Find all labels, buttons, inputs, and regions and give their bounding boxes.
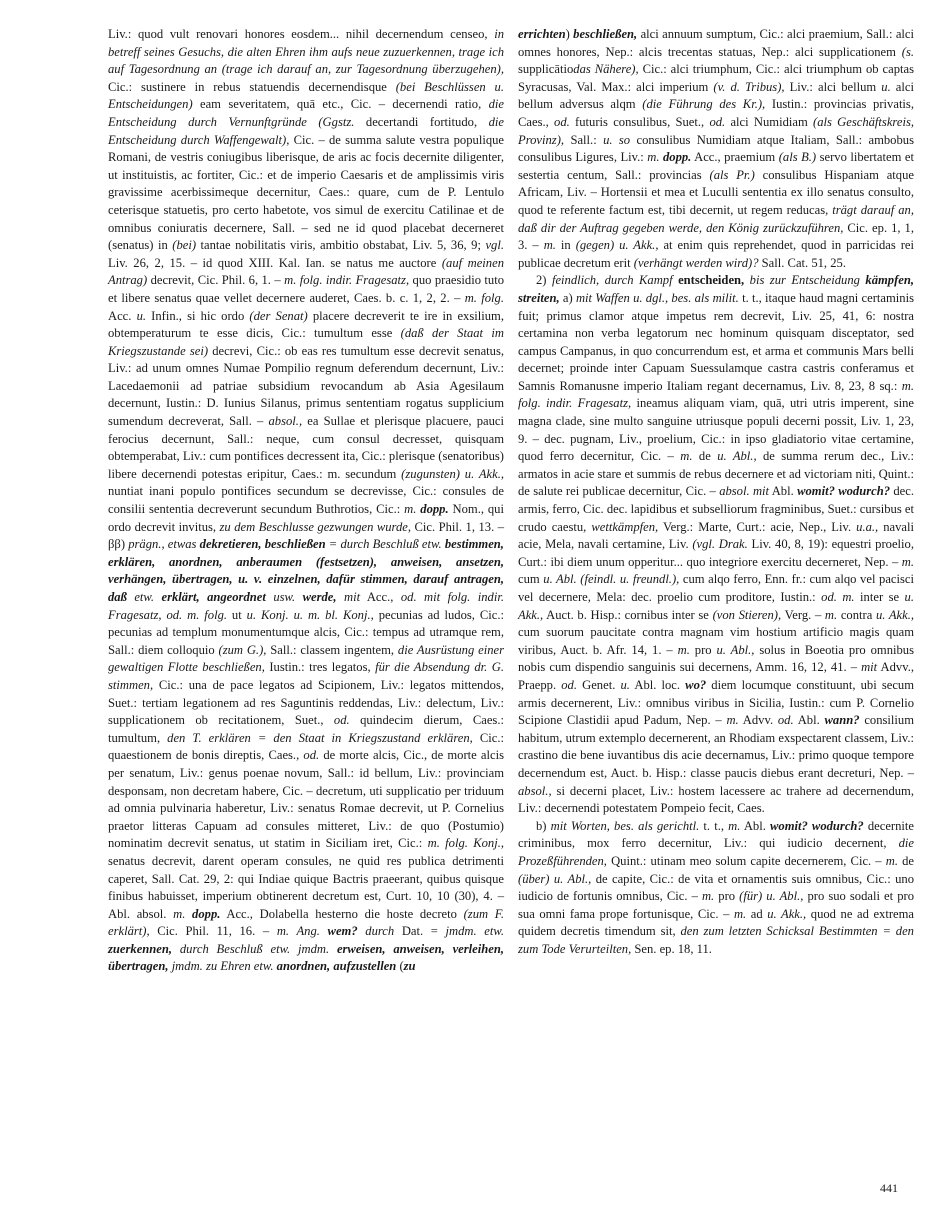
italic-run: u. so [603, 132, 631, 147]
text-run: supplicātio [518, 62, 574, 77]
text-run: Dat. = [394, 924, 446, 939]
text-run: Nom., qui ordo decrevit invitus, [108, 502, 504, 534]
text-run: 2) [536, 273, 552, 288]
text-run: Abl. loc. [629, 677, 686, 692]
italic-run: feindlich, durch Kampf [551, 273, 673, 288]
text-run: Sall. Cat. 51, 25. [758, 255, 846, 270]
text-run: Quint.: utinam meo solum capite decernerem, Cic. – [606, 853, 886, 868]
bold-italic-run: womit? wodurch? [797, 484, 891, 499]
italic-run: (von Stieren), [712, 607, 782, 622]
bold-italic-run: bestimmen, erklären, anordnen, anberaumen (festsetzen), anweisen, ansetzen, verhängen, übertragen, u. v. einzelnen, dafür stimmen, darauf antragen, daß [108, 537, 504, 604]
left-paragraph [108, 26, 504, 976]
text-run: Cic.: quaestionem de bonis direptis, Caes., [108, 730, 504, 763]
bold-run: entscheiden, [678, 273, 745, 288]
text-run: at enim quis reprehendet, quod in parricidas rei publicae decretum erit [518, 238, 915, 270]
bold-italic-run: erklärt, angeordnet [161, 590, 266, 604]
text-run: alci Numidiam [725, 114, 814, 129]
text-run: contra [837, 607, 876, 622]
text-run: quod ne ad extrema quidem decretis timendum sit, [518, 906, 914, 939]
text-run: Cic. Phil. 11, 16. – [149, 924, 277, 939]
bold-italic-run: anordnen, aufzustellen [276, 959, 397, 974]
text-run: Sall.: [564, 132, 604, 147]
text-run: Acc., praemium [691, 150, 779, 165]
text-run: Abl. [740, 818, 770, 833]
text-run: servo libertatem et sestertia centum, Sall.: provincias [518, 150, 914, 182]
bold-italic-run: wo? [685, 677, 707, 692]
italic-run: absol., [268, 414, 303, 429]
text-run: ad [746, 906, 768, 921]
italic-run: u. Abl. (feindl. u. freundl.), [543, 572, 680, 587]
text-run: de [692, 449, 718, 464]
right-paragraph [518, 272, 914, 817]
italic-run: die Entscheidung durch Waffengewalt), [108, 114, 504, 147]
page-number: 441 [880, 1181, 898, 1195]
italic-run: das Nähere), [573, 62, 639, 77]
text-run: Iustin.: tres legatos, [264, 660, 376, 675]
italic-run: (als Pr.) [709, 167, 755, 182]
italic-run: durch Beschluß etw. jmdm. [179, 941, 330, 956]
italic-run: m. Ang. [276, 924, 320, 939]
italic-run: (auf meinen Antrag) [108, 255, 504, 288]
italic-run: od. m. [821, 590, 855, 604]
bold-italic-run: dopp. [420, 502, 449, 517]
text-run: de capite, Cic.: de vita et ornamentis suis omnibus, Cic.: uno iudicio de fortunis omnibus, Cic. – [518, 871, 914, 904]
italic-run: u. Akk., [875, 607, 915, 622]
italic-run: (gegen) u. Akk., [575, 238, 659, 253]
italic-run: (v. d. Tribus), [713, 79, 785, 94]
italic-run: m. [726, 713, 739, 728]
italic-run: in betreff seines Gesuchs, die alten Ehren ihm aufs neue zuzuerkennen, trage ich auf Tagesordnung an (trage ich darauf an, zur Tagesordnung überzugehen), [108, 27, 504, 77]
italic-run: absol., [518, 783, 552, 798]
italic-run: jmdm. etw. [445, 924, 504, 939]
text-run: tantae nobilitatis viris, ambitio obstabat, Liv. 5, 36, 9; [196, 238, 486, 253]
italic-run: m. [543, 238, 556, 253]
italic-run: od. [777, 713, 794, 728]
right-column [518, 26, 914, 958]
bold-italic-run: beschließen, [573, 27, 638, 41]
text-run: Cic. Phil. 1, 13. – ββ) [108, 519, 505, 552]
italic-run: (für) u. Abl., [739, 889, 804, 904]
italic-run: m. [677, 642, 690, 657]
italic-run: m. [901, 554, 914, 569]
italic-run: od. [709, 114, 726, 129]
text-run [154, 590, 161, 604]
italic-run: m. [680, 449, 693, 464]
text-run: inter se [854, 590, 905, 604]
text-run: pro [714, 889, 740, 904]
italic-run: od. mit folg. indir. Fragesatz, od. m. folg. [108, 590, 504, 622]
italic-run: od. [303, 748, 320, 763]
text-run: Sall.: classem ingentem, [266, 642, 398, 657]
text-run: Acc., [360, 590, 401, 604]
italic-run: (der Senat) [249, 308, 308, 323]
italic-run: den zum letzten Schicksal Bestimmten = den zum Tode Verurteilten, [518, 924, 914, 956]
italic-run: (vgl. Drak. [692, 537, 748, 552]
text-run: ( [396, 959, 404, 974]
text-run: dec. armis, ferro, Cic. dec. lapidibus et subselliorum fragminibus, Suet.: cursibus et crudo caestu, [518, 484, 914, 534]
text-run: a) [559, 290, 576, 305]
text-run: navali acie, Mela, navali certamine, Liv. [518, 519, 915, 552]
italic-run: m. folg. indir. Fragesatz, [284, 273, 410, 288]
text-run: Cic.: una de pace legatos ad Scipionem, Liv.: legatos mittendos, Suet.: tertiam legationem ad res Saguntinis reddendas, Liv.: delectum, Liv.: supplicationem ob recitationem, Suet., [108, 677, 504, 728]
text-run: Cic. ep. 1, 1, 3. – [518, 220, 914, 253]
bold-italic-run: dekretieren, beschließen [199, 537, 326, 552]
right-paragraph [518, 818, 914, 959]
bold-italic-run: erweisen, anweisen, verleihen, übertragen, [108, 941, 504, 974]
text-run: pecunias ad ludos, Cic.: pecunias ad templum monumentumque alcis, Cic.: tempus ad utramque rem, Sall.: diem colloquio [108, 607, 504, 657]
bold-italic-run: wem? [327, 924, 358, 939]
text-run: quindecim dierum, Caes.: tumultum, [108, 713, 504, 745]
italic-run: jmdm. zu Ehren etw. [171, 959, 274, 974]
italic-run: zu dem Beschlusse gezwungen wurde, [219, 519, 412, 534]
italic-run: u. [620, 677, 630, 692]
italic-run: u. Konj. u. m. bl. Konj., [246, 607, 374, 622]
italic-run: u. Akk., [767, 906, 807, 921]
italic-run: (als B.) [778, 150, 817, 165]
italic-run: m. folg. [464, 290, 504, 305]
text-run: quo praesidio tuto et libere senatus quae vellet decernere auderet, Caes. b. c. 1, 2, 2. – [108, 273, 505, 305]
italic-run: u. Akk., [518, 590, 914, 622]
text-run: Cic.: alci triumphum, Cic.: alci triumphum ob captas Syracusas, Val. Max.: alci imperium [518, 62, 914, 94]
text-run: Verg.: Marte, Curt.: acie, Nep., Liv. [658, 519, 857, 534]
italic-run: den T. erklären = den Staat in Kriegszustand erklären, [167, 730, 473, 745]
italic-run: (zum G.), [218, 642, 267, 657]
text-run: placere decreverit te ire in exsilium, obtemperaturum te esse dicis, Cic.: tumultum esse [108, 308, 504, 341]
italic-run: m. [728, 818, 741, 833]
italic-run: (als Geschäftskreis, Provinz), [518, 114, 914, 147]
italic-run: trägt darauf an, daß dir der Auftrag gegeben werde, den König zurückzuführen, [518, 202, 915, 235]
italic-run: bis zur Entscheidung [749, 273, 860, 288]
italic-run: m. [701, 889, 715, 904]
text-run: Advv. [738, 713, 778, 728]
text-run: cum alqo ferro, Enn. fr.: cum alqo vel pacisci vel decernere, Mela: dec. proelio cum proditore, Iustin.: [518, 572, 914, 604]
text-run: decernite criminibus, mox ferro decernitur, Liv.: qui iudicio decernent, [518, 818, 914, 851]
italic-run: (die Führung des Kr.), [642, 97, 766, 112]
italic-run: die Entscheidung durch Vernunftgründe (Ggstz. [108, 97, 504, 129]
italic-run: mit [343, 590, 361, 604]
text-run: decertandi fortitudo, [354, 114, 489, 129]
italic-run: od. [561, 677, 577, 692]
text-run: pro [689, 642, 717, 657]
text-run: consilium habitum, utrum extemplo decernerent, an Rhodiam exspectarent classem, Liv.: crastino die bene iuvantibus dis acie decernamus, Liv.: primo quoque tempore decernendum est, Auct. b. Hisp.: classe paucis diebus erant decreturi, Nep. – [518, 713, 914, 780]
text-run: si decerni placet, Liv.: hostem lacessere ac trahere ad decernendum, Liv.: decernendi potestatem Pompeio fecit, Caes. [518, 783, 914, 816]
text-run: ) [565, 27, 574, 41]
text-run [320, 924, 328, 938]
text-run: Genet. [577, 677, 621, 692]
right-paragraph [518, 26, 914, 272]
text-run: t. t., [699, 818, 729, 833]
text-run: eam severitatem, quā etc., Cic. – decernendi ratio, [192, 97, 489, 112]
text-run: ut [227, 607, 247, 622]
italic-run: m. [647, 150, 660, 165]
text-run: consulibus Hispaniam atque Africam, Liv. – Hortensii et mea et Luculli sententia ex illo senatus consulto, quod te referente factum est, tibi decernit, ut regem reducas, [518, 167, 914, 217]
text-run: alci annuum sumptum, Cic.: alci praemium, Sall.: alci omnes honores, Nep.: alcis trecentas statuas, Nep.: alci supplicationem [518, 27, 915, 59]
bold-italic-run: werde, [302, 590, 337, 604]
text-run: Liv.: alci bellum [784, 79, 882, 94]
italic-run: od. [333, 713, 350, 728]
text-run: Sen. ep. 18, 11. [631, 941, 712, 956]
text-run: alci bellum adversus alqm [518, 79, 914, 112]
italic-run: u.a., [856, 519, 879, 534]
italic-run: u. [136, 308, 147, 323]
italic-run: die Prozeßführenden, [518, 836, 914, 868]
italic-run: m. folg. indir. Fragesatz, [518, 378, 914, 411]
text-run [172, 942, 180, 956]
italic-run: (bei) [172, 238, 197, 253]
italic-run: die Ausrüstung einer gewaltigen Flotte beschließen, [108, 642, 504, 675]
italic-run: mit [861, 660, 878, 675]
italic-run: u. Abl., [717, 449, 757, 464]
text-run: solus in Boeotia pro omnibus nobis cum dispendio sanguinis sui decernens, Amm. 16, 12, 41. – [518, 642, 915, 675]
italic-run: (bei Beschlüssen u. Entscheidungen) [108, 79, 504, 112]
bold-italic-run: kämpfen, streiten, [518, 273, 915, 305]
italic-run: prägn., etwas [128, 537, 197, 552]
text-run: diem locumque constituunt, ubi secum armis decernerent, Liv.: omnibus viribus in Sicilia, Iustin.: cum P. Cornelio Scipione Clastidii apud Padum, Nep. – [518, 677, 915, 728]
left-column [108, 26, 504, 976]
italic-run: m. [404, 502, 417, 517]
bold-italic-run: zu [403, 959, 416, 974]
text-run: Acc., Dolabella hesterno die hoste decreto [220, 906, 464, 921]
text-run: Liv.: quod vult renovari honores eosdem... nihil decernendum censeo, [108, 27, 495, 41]
text-run: decrevi, Cic.: ob eas res tumultum esse decrevit senatus, Liv.: ad unum omnes Numae Pompilio regnum deferendum decernunt, Liv.: Lacedaemonii ad patriae subsidium revocandum ab Asia Agesilaum decernunt, Iustin.: D. Iunius Silanus, primus sententiam rogatus supplicium sumendum decreverat, Sall. – [108, 343, 505, 429]
text-run: de morte alcis, Cic., de morte alcis per senatum, Liv.: genus poenae novum, Sall.: id bellum, Liv.: provinciam desponsam, non decretam habere, Cic. – decretum, uti supplicatio per triduum ad omnia pulvinaria haberetur, Liv.: senatus Romae decrevit, ut P. Cornelius praetor litteras Capuam ad consules mitteret, Liv.: de quo (Postumio) nominatim decrevit senatus, ut statim in Siciliam iret, Cic.: [108, 748, 504, 851]
text-run: ineamus aliquam viam, quā, utri utris imperent, sine magna clade, sine multo sanguine utriusque populi decerni possit, Liv. 1, 23, 9. – dec. pugnam, Liv., proelium, Cic.: in ipso gladiatorio vitae certamine, quod ferro decernitur, Cic. – [518, 396, 914, 464]
italic-run: m. folg. Konj., [427, 836, 504, 851]
text-run [295, 590, 302, 604]
italic-run: m. [733, 906, 747, 921]
text-run: nuntiat inani populo pontifices secundum se decrevisse, Cic.: consules de consilii sententia decreverunt secundum Buthrotios, Cic.: [108, 484, 504, 517]
italic-run: od. [554, 114, 570, 129]
italic-run: absol. mit [719, 484, 770, 499]
text-run: de summa rerum dec., Liv.: armatos in acie stare et summis de rebus decernere et ad victoriam niti, Quint.: de salute rei publicae decernitur, Cic. – [518, 449, 915, 499]
text-run: Acc. [108, 308, 137, 323]
bold-italic-run: dopp. [662, 150, 692, 165]
italic-run: mit Worten, bes. als gerichtl. [550, 818, 700, 833]
text-run: futuris consulibus, Suet., [569, 114, 710, 129]
text-run: in [555, 238, 576, 253]
italic-run: usw. [273, 590, 296, 604]
text-run: ea Sullae et plerisque placuere, pauci ferocius decernunt, Sall.: neque, cum consul decresset, quisquam obtemperabat, Liv.: cum pontifices decressent ita, Cic.: plerisque (senatoribus) libere decernendi potestas eripitur, Caes.: m. secundum [108, 414, 504, 481]
text-run [337, 590, 344, 604]
text-run: t. t., itaque haud magni certaminis fuit; primus clamor atque impetus rem decrevit, Liv. 25, 41, 6: nostra certamina non verba legatorum nec hominum quisquam disceptator, sed campus Campanus, in quo concurrendum est, et arma et communis Mars belli decernet; proinde inter Capuam Suessulamque castra castris conferamus et Samnis Romanusne imperio Italiam regant decernamus, Liv. 8, 23, 8 sq.: [518, 290, 914, 393]
text-run: cum suorum paucitate contra magnam vim hostium artificio magis quam viribus, Auct. b. Afr. 14, 1. – [518, 625, 914, 657]
bold-italic-run: womit? wodurch? [770, 818, 864, 833]
text-run: Advv., Praepp. [518, 660, 915, 692]
text-run: senatus decrevit, darent operam consules, ne quid res publica detrimenti caperet, Sall. Cat. 29, 2: qui Indiae quique Bactris praeerant, quibus quisque finibus habuisset, imperium obtinerent decretum est, Curt. 10, 10 (30), 4. – Abl. absol. [108, 853, 504, 921]
italic-run: (zugunsten) u. Akk., [401, 466, 504, 481]
italic-run: (daß der Staat im Kriegszustande sei) [108, 326, 504, 358]
italic-run: (über) u. Abl., [518, 871, 592, 886]
text-run: pro suo sodali et pro sua omni fama prope fortunisque, Cic. – [518, 889, 914, 921]
italic-run: mit Waffen u. dgl., bes. als milit. [575, 290, 739, 305]
italic-run: u. [881, 79, 891, 94]
text-run: Cic. – de summa salute vestra populique Romani, de vestris coniugibus liberisque, de aris ac focis decernite diligenter, ut instituistis, ac fortiter, Cic.: et de imperio Caesaris et de amplissimis viris gravissime acerbissimeque decernitur, Caes.: quare, cum de P. Lentulo ceterisque statuetis, pro certo habetote, vos simul de exercitu Catilinae et de omnibus coniuratis decernere, Sall. – sed ne id quod placebat decerneret (senatus) in [108, 132, 504, 253]
italic-run: m. [885, 853, 898, 868]
text-run: Abl. [769, 484, 798, 499]
text-run: Liv. 26, 2, 15. – id quod XIII. Kal. Ian. se natus me auctore [108, 255, 442, 270]
text-run: consulibus Numidiam atque Italiam, Sall.: ambobus consulibus Ligures, Liv.: [518, 132, 914, 165]
text-run: Infin., si hic ordo [146, 308, 250, 323]
italic-run: für die Absendung dr. G. stimmen, [108, 660, 505, 692]
italic-run: m. [173, 906, 186, 921]
bold-italic-run: dopp. [192, 906, 221, 921]
bold-italic-run: zuerkennen, [108, 941, 173, 956]
text-run: de [897, 853, 914, 868]
italic-run: u. Abl., [716, 642, 755, 657]
italic-run: (verhängt werden wird)? [633, 255, 759, 270]
italic-run: durch [365, 924, 395, 939]
text-run: Liv. 40, 8, 19): equestri proelio, Curt.: ibi diem unum opperitur... quo integriore exercitu decerneret, Nep. – [518, 537, 914, 569]
text-run: Abl. [793, 713, 825, 728]
bold-italic-run: errichten [518, 27, 566, 41]
text-run: Iustin.: provincias privatis, Caes., [518, 97, 914, 129]
text-run: Auct. b. Hisp.: cornibus inter se [543, 607, 713, 622]
text-run [329, 942, 337, 956]
text-run: Cic.: sustinere in rebus statuendis decernendisque [108, 79, 396, 94]
text-run: b) [536, 818, 551, 833]
text-run: cum [518, 572, 544, 587]
italic-run: = durch Beschluß etw. [328, 537, 442, 552]
italic-run: wettkämpfen, [591, 519, 659, 534]
italic-run: (zum F. erklärt), [108, 906, 504, 939]
italic-run: vgl. [485, 238, 504, 253]
italic-run: m. [824, 607, 838, 622]
text-run: decrevit, Cic. Phil. 6, 1. – [147, 273, 285, 288]
italic-run: (s. [901, 44, 914, 59]
text-run: Verg. – [781, 607, 825, 622]
bold-italic-run: wann? [824, 713, 860, 728]
italic-run: etw. [134, 590, 155, 604]
